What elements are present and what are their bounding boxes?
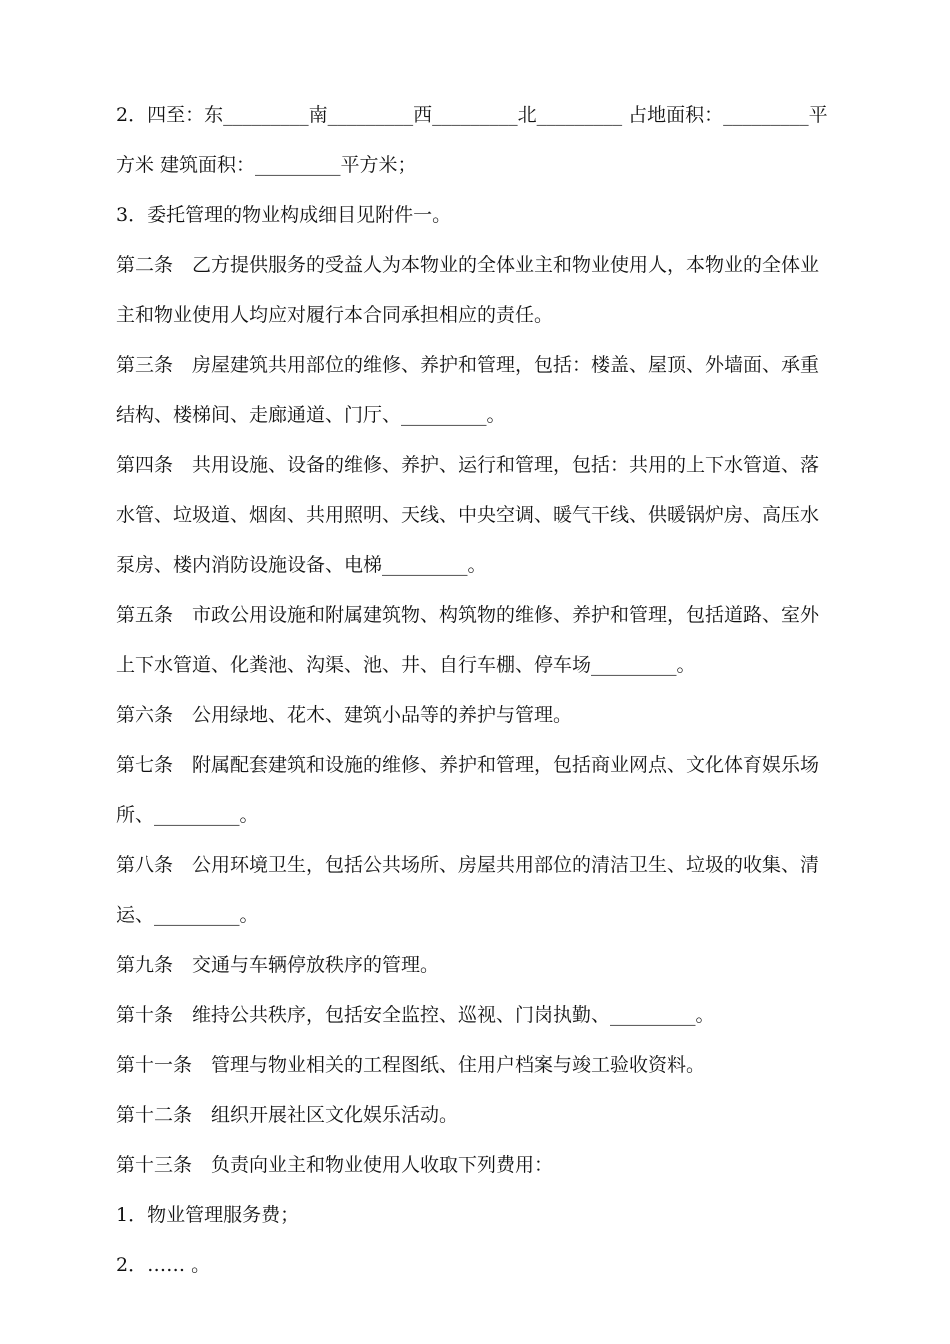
text-line: 结构、楼梯间、走廊通道、门厅、_________。: [116, 404, 506, 426]
text-line: 2．…… 。: [116, 1254, 211, 1276]
text-line: 第十一条 管理与物业相关的工程图纸、住用户档案与竣工验收资料。: [116, 1054, 706, 1076]
text-line: 第八条 公用环境卫生，包括公共场所、房屋共用部位的清洁卫生、垃圾的收集、清: [116, 854, 820, 876]
text-line: 第九条 交通与车辆停放秩序的管理。: [116, 954, 440, 976]
document-page: [116, 96, 838, 1296]
text-line: 所、_________。: [116, 804, 259, 826]
text-line: 上下水管道、化粪池、沟渠、池、井、自行车棚、停车场_________。: [116, 654, 696, 676]
text-line: 第十二条 组织开展社区文化娱乐活动。: [116, 1104, 459, 1126]
text-line: 第十三条 负责向业主和物业使用人收取下列费用：: [116, 1154, 554, 1176]
text-line: 2．四至：东_________南_________西_________北_________ 占地面积：_________平: [116, 104, 828, 126]
text-line: 运、_________。: [116, 904, 259, 926]
text-line: 泵房、楼内消防设施设备、电梯_________。: [116, 554, 487, 576]
text-line: 第三条 房屋建筑共用部位的维修、养护和管理，包括：楼盖、屋顶、外墙面、承重: [116, 354, 820, 376]
text-line: 第五条 市政公用设施和附属建筑物、构筑物的维修、养护和管理，包括道路、室外: [116, 604, 820, 626]
text-line: 第二条 乙方提供服务的受益人为本物业的全体业主和物业使用人，本物业的全体业: [116, 254, 820, 276]
text-line: 第七条 附属配套建筑和设施的维修、养护和管理，包括商业网点、文化体育娱乐场: [116, 754, 820, 776]
text-line: 3．委托管理的物业构成细目见附件一。: [116, 204, 452, 226]
text-line: 主和物业使用人均应对履行本合同承担相应的责任。: [116, 304, 554, 326]
text-line: 1．物业管理服务费；: [116, 1204, 300, 1226]
text-line: 第六条 公用绿地、花木、建筑小品等的养护与管理。: [116, 704, 573, 726]
text-line: 第四条 共用设施、设备的维修、养护、运行和管理，包括：共用的上下水管道、落: [116, 454, 820, 476]
text-line: 第十条 维持公共秩序，包括安全监控、巡视、门岗执勤、_________。: [116, 1004, 715, 1026]
text-line: 水管、垃圾道、烟囱、共用照明、天线、中央空调、暖气干线、供暖锅炉房、高压水: [116, 504, 820, 526]
text-line: 方米 建筑面积：_________平方米；: [116, 154, 417, 176]
